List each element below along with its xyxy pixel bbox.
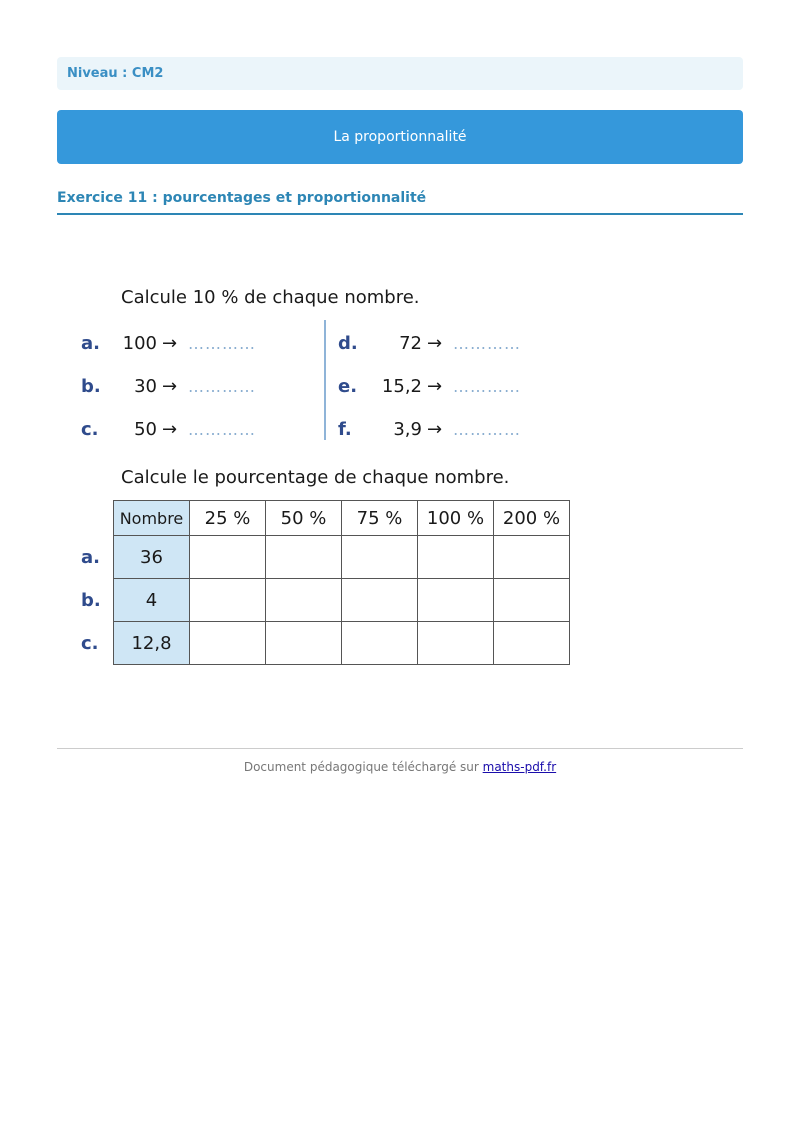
item-value: 15,2: [381, 375, 422, 397]
table-row: [114, 536, 570, 579]
answer-cell: [342, 579, 418, 622]
footer-text: Document pédagogique téléchargé sur: [243, 760, 483, 774]
exercise-item-e: [0, 374, 560, 398]
answer-cell: [494, 536, 570, 579]
answer-cell: [418, 579, 494, 622]
answer-blank: …………: [188, 333, 256, 353]
part1-instruction: Calcule 10 % de chaque nombre.: [121, 287, 420, 308]
arrow-icon: →: [162, 332, 178, 354]
answer-cell: [494, 622, 570, 665]
footer-divider: [57, 748, 743, 749]
item-value: 50: [134, 418, 157, 440]
answer-cell: [190, 536, 266, 579]
item-value: 100: [122, 332, 157, 354]
footer-link[interactable]: maths-pdf.fr: [482, 760, 557, 774]
answer-blank: …………: [188, 419, 256, 439]
column-header: Nombre: [114, 501, 190, 536]
column-header: 50 %: [266, 501, 342, 536]
page-title: La proportionnalité: [333, 129, 467, 145]
answer-cell: [266, 622, 342, 665]
answer-cell: [418, 622, 494, 665]
answer-cell: [494, 579, 570, 622]
arrow-icon: →: [427, 375, 443, 397]
answer-cell: [342, 536, 418, 579]
exercise-item-d: [0, 331, 560, 355]
answer-cell: [418, 536, 494, 579]
answer-blank: …………: [453, 333, 521, 353]
part2-instruction: Calcule le pourcentage de chaque nombre.: [121, 467, 510, 488]
answer-cell: [190, 622, 266, 665]
exercise-title: Exercice 11 : pourcentages et proportionnalité: [57, 190, 427, 206]
number-cell: 4: [114, 579, 190, 622]
item-letter: d.: [338, 332, 358, 354]
arrow-icon: →: [162, 418, 178, 440]
answer-cell: [342, 622, 418, 665]
item-letter: c.: [81, 418, 99, 440]
row-letter: c.: [81, 633, 99, 654]
footer: [57, 760, 743, 774]
item-letter: f.: [338, 418, 352, 440]
item-letter: a.: [81, 332, 100, 354]
column-header: 75 %: [342, 501, 418, 536]
table-row: [114, 622, 570, 665]
item-value: 30: [134, 375, 157, 397]
row-letter: a.: [81, 547, 100, 568]
answer-cell: [266, 536, 342, 579]
column-header: 100 %: [418, 501, 494, 536]
item-letter: e.: [338, 375, 358, 397]
exercise-item-f: [0, 417, 560, 441]
column-header: 200 %: [494, 501, 570, 536]
row-letter: b.: [81, 590, 101, 611]
item-value: 72: [399, 332, 422, 354]
arrow-icon: →: [162, 375, 178, 397]
number-cell: 36: [114, 536, 190, 579]
table-row: [114, 579, 570, 622]
answer-cell: [190, 579, 266, 622]
percentage-table: [113, 500, 570, 665]
number-cell: 12,8: [114, 622, 190, 665]
level-label: Niveau : CM2: [67, 66, 164, 81]
table-header-row: [114, 501, 570, 536]
answer-blank: …………: [453, 419, 521, 439]
item-letter: b.: [81, 375, 101, 397]
arrow-icon: →: [427, 418, 443, 440]
answer-blank: …………: [453, 376, 521, 396]
column-header: 25 %: [190, 501, 266, 536]
answer-cell: [266, 579, 342, 622]
answer-blank: …………: [188, 376, 256, 396]
item-value: 3,9: [393, 418, 422, 440]
arrow-icon: →: [427, 332, 443, 354]
